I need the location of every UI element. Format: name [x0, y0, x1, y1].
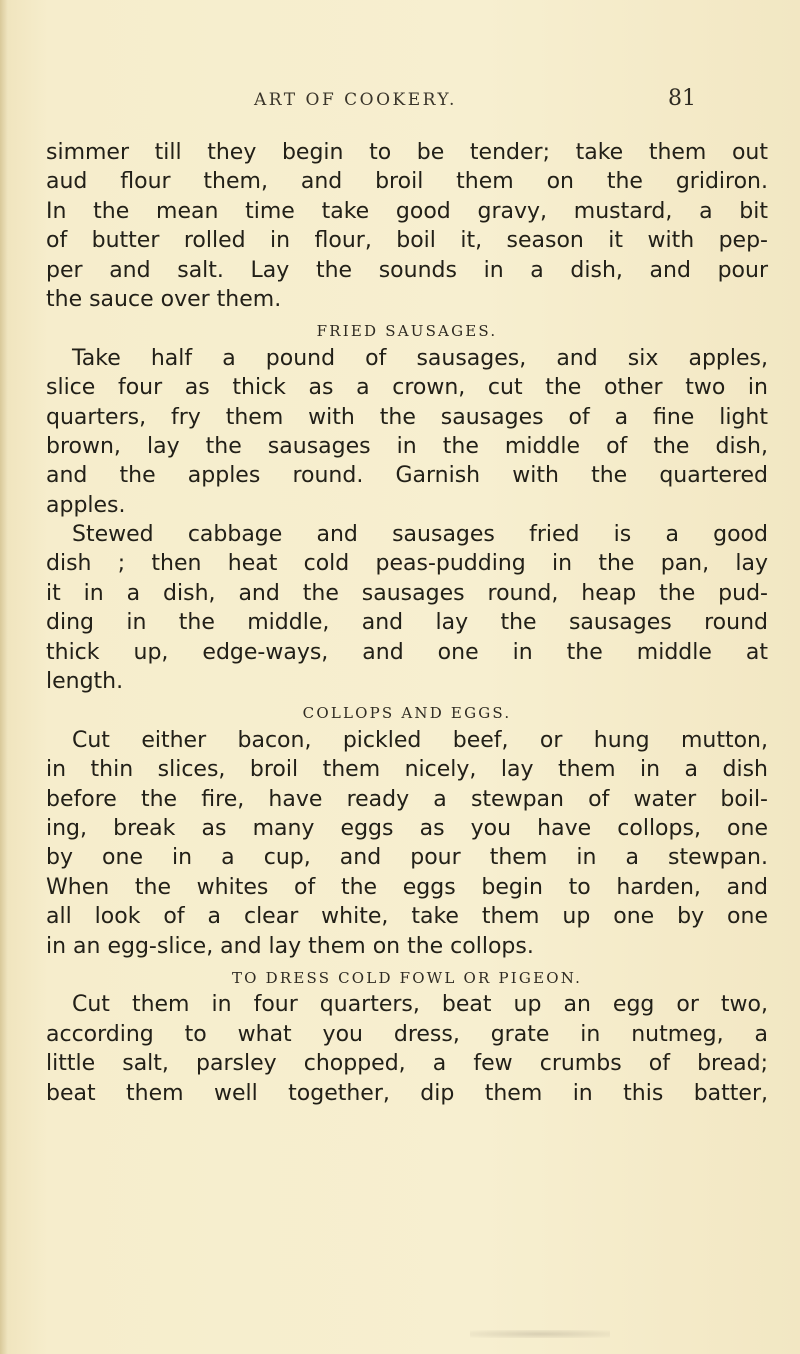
text-line: Take half a pound of sausages, and six apples, — [72, 345, 768, 371]
text-line: it in a dish, and the sausages round, heap the pud- — [46, 580, 768, 606]
text-line: little salt, parsley chopped, a few crumbs of bread; — [46, 1051, 768, 1077]
text-line: quarters, fry them with the sausages of a fine light — [46, 404, 768, 430]
text-line: simmer till they begin to be tender; take them out — [46, 140, 768, 165]
text-line: In the mean time take good gravy, mustard, a bit — [46, 198, 768, 224]
text-line: beat them well together, dip them in this batter, — [46, 1080, 768, 1106]
running-head — [0, 86, 800, 116]
paper-smudge — [470, 1330, 610, 1338]
text-line: ing, break as many eggs as you have collops, one — [46, 815, 768, 841]
section-heading: FRIED SAUSAGES. — [316, 322, 498, 341]
text-line: ding in the middle, and lay the sausages round — [46, 610, 768, 636]
text-line: according to what you dress, grate in nutmeg, a — [46, 1021, 768, 1047]
text-line: in thin slices, broil them nicely, lay them in a dish — [46, 757, 768, 783]
text-line: length. — [46, 669, 124, 695]
page-gutter-edge — [0, 0, 8, 1354]
text-line: brown, lay the sausages in the middle of the dish, — [46, 433, 768, 459]
text-line: per and salt. Lay the sounds in a dish, and pour — [46, 257, 768, 283]
running-title: ART OF COOKERY. — [254, 90, 457, 110]
text-line: dish ; then heat cold peas-pudding in the pan, lay — [46, 551, 768, 577]
text-line: thick up, edge-ways, and one in the middle at — [46, 639, 768, 665]
text-line: Stewed cabbage and sausages fried is a good — [72, 522, 768, 548]
text-line: before the fire, have ready a stewpan of water boil- — [46, 786, 768, 812]
text-line: When the whites of the eggs begin to harden, and — [46, 874, 768, 900]
page-body-text — [46, 138, 768, 1108]
text-line: and the apples round. Garnish with the quartered — [46, 463, 768, 489]
text-line: in an egg-slice, and lay them on the collops. — [46, 933, 534, 959]
text-line: of butter rolled in flour, boil it, season it with pep- — [46, 228, 768, 254]
text-line: Cut them in four quarters, beat up an egg or two, — [72, 992, 768, 1018]
text-line: by one in a cup, and pour them in a stewpan. — [46, 845, 768, 871]
text-line: all look of a clear white, take them up one by one — [46, 904, 768, 930]
text-line: aud flour them, and broil them on the gridiron. — [46, 169, 768, 195]
section-heading: COLLOPS AND EGGS. — [302, 704, 512, 723]
text-line: slice four as thick as a crown, cut the other two in — [46, 375, 768, 401]
text-line: apples. — [46, 492, 126, 518]
text-line: Cut either bacon, pickled beef, or hung mutton, — [72, 727, 768, 753]
section-heading: TO DRESS COLD FOWL OR PIGEON. — [231, 968, 583, 987]
page-number: 81 — [668, 86, 696, 111]
text-line: the sauce over them. — [46, 286, 282, 312]
